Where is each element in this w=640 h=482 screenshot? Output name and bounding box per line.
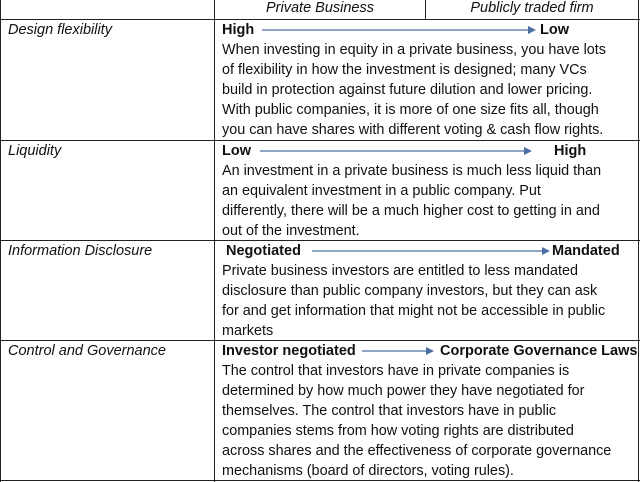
scale-liquidity xyxy=(222,141,634,161)
description-line: When investing in equity in a private business, you have lots xyxy=(222,42,606,58)
arrow-icon xyxy=(262,20,536,40)
description-line: With public companies, it is more of one size fits all, though xyxy=(222,102,599,118)
scale-control-and-governance xyxy=(222,341,638,361)
scale-low: Investor negotiated xyxy=(222,343,356,359)
header-publicly-traded-firm: Publicly traded firm xyxy=(470,0,594,16)
scale-low: Low xyxy=(222,143,251,159)
arrow-icon xyxy=(312,241,550,261)
description-line: an equivalent investment in a public company. Put xyxy=(222,183,541,199)
description-line: differently, there will be a much higher cost to getting in and xyxy=(222,203,600,219)
description-liquidity xyxy=(222,161,634,241)
description-line: for and get information that might not be accessible in public xyxy=(222,303,606,319)
description-line: markets xyxy=(222,323,274,339)
description-line: build in protection against future dilution and lower pricing. xyxy=(222,82,593,98)
arrow-icon xyxy=(260,141,532,161)
scale-high: Mandated xyxy=(552,243,620,259)
row-label-control-and-governance: Control and Governance xyxy=(8,343,166,359)
description-line: determined by how much power they have negotiated for xyxy=(222,383,585,399)
scale-low: Negotiated xyxy=(226,243,301,259)
scale-information-disclosure xyxy=(226,241,634,261)
description-line: An investment in a private business is much less liquid than xyxy=(222,163,602,179)
scale-design-flexibility xyxy=(222,20,634,40)
scale-high: Low xyxy=(540,22,569,38)
description-line: across shares and the effectiveness of corporate governance xyxy=(222,443,612,459)
row-label-liquidity: Liquidity xyxy=(8,143,62,159)
description-information-disclosure xyxy=(222,261,634,341)
arrow-icon xyxy=(362,341,434,361)
scale-low: High xyxy=(222,22,255,38)
description-line: themselves. The control that investors have in public xyxy=(222,403,557,419)
description-line: you can have shares with different voting & cash flow rights. xyxy=(222,122,604,138)
rule-col-divider xyxy=(214,0,215,482)
rule-left xyxy=(0,0,1,482)
description-line: mechanisms (board of directors, voting rules). xyxy=(222,463,514,479)
scale-high: Corporate Governance Laws xyxy=(440,343,638,359)
description-design-flexibility xyxy=(222,40,634,140)
header-private-business: Private Business xyxy=(266,0,374,16)
row-label-design-flexibility: Design flexibility xyxy=(8,22,112,38)
description-line: The control that investors have in private companies is xyxy=(222,363,570,379)
description-line: of flexibility in how the investment is designed; many VCs xyxy=(222,62,587,78)
description-line: companies stems from how voting rights are distributed xyxy=(222,423,574,439)
rule-right xyxy=(638,0,639,482)
scale-high: High xyxy=(554,143,587,159)
description-line: Private business investors are entitled to less mandated xyxy=(222,263,578,279)
description-control-and-governance xyxy=(222,361,634,481)
description-line: disclosure than public company investors, but they can ask xyxy=(222,283,598,299)
header-col1 xyxy=(0,0,214,18)
description-line: out of the investment. xyxy=(222,223,360,239)
row-label-information-disclosure: Information Disclosure xyxy=(8,243,153,259)
